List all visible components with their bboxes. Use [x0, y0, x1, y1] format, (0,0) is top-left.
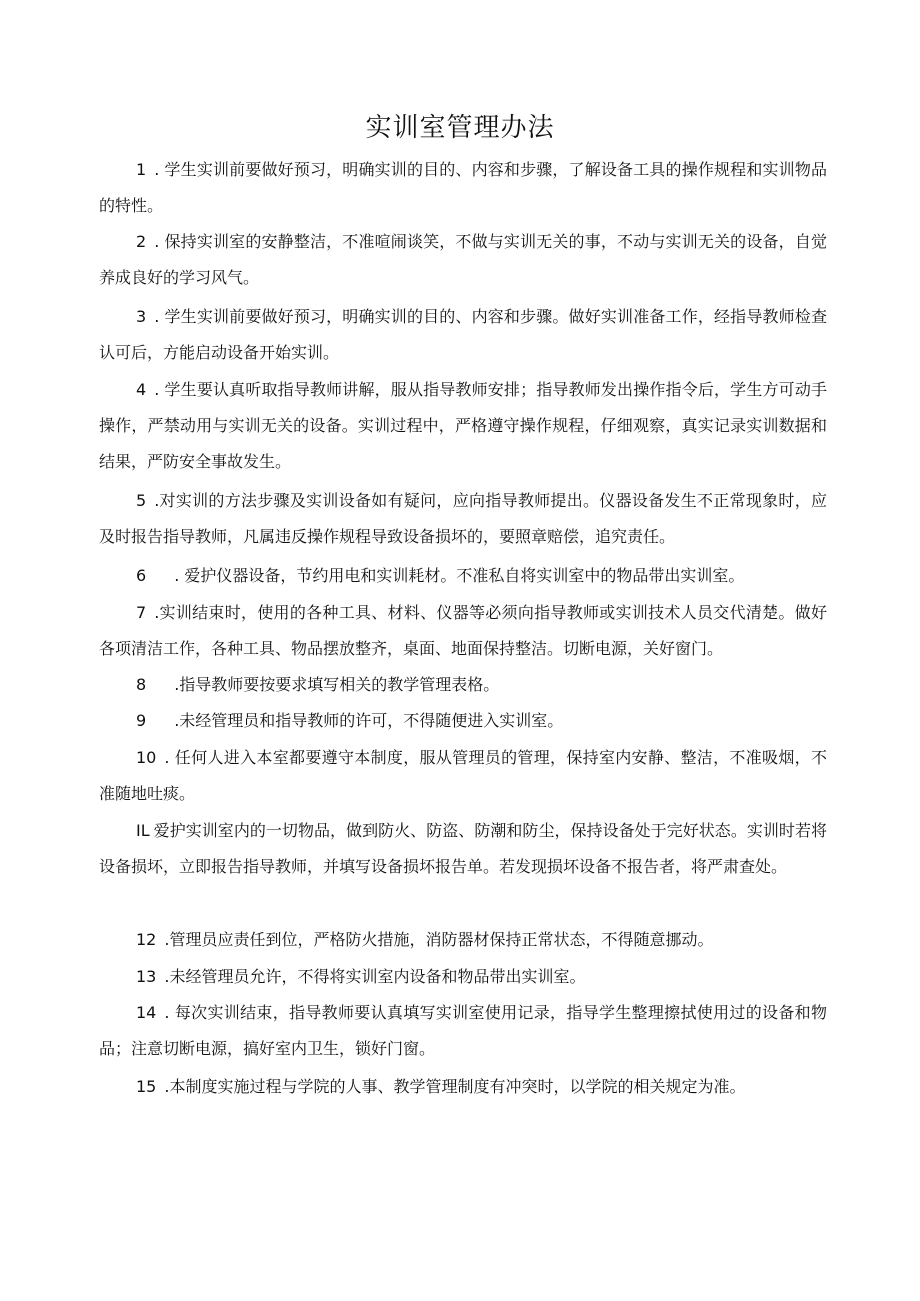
rule-number: 12: [136, 930, 157, 949]
rule-item-12: [99, 922, 827, 958]
rule-text: .本制度实施过程与学院的人事、教学管理制度有冲突时，以学院的相关规定为准。: [164, 1077, 746, 1096]
rule-item-10: [99, 740, 827, 812]
rule-text: . 学生实训前要做好预习，明确实训的目的、内容和步骤，了解设备工具的操作规程和实训物品的特性。: [99, 160, 827, 215]
rule-item-3: [99, 299, 827, 371]
rule-text: . 保持实训室的安静整洁，不准喧闹谈笑，不做与实训无关的事，不动与实训无关的设备，自觉养成良好的学习风气。: [99, 232, 827, 287]
rule-number: 1: [136, 160, 147, 179]
rule-number: 6: [136, 566, 147, 585]
rule-item-2: [99, 224, 827, 296]
rule-text: . 任何人进入本室都要遵守本制度，服从管理员的管理，保持室内安静、整洁，不准吸烟，不准随地吐痰。: [99, 748, 827, 803]
rule-text: . 每次实训结束，指导教师要认真填写实训室使用记录，指导学生整理擦拭使用过的设备和物品；注意切断电源，搞好室内卫生，锁好门窗。: [99, 1003, 827, 1058]
rule-number: 7: [136, 603, 147, 622]
rule-number: 8: [136, 675, 147, 694]
rule-item-9: [99, 703, 827, 739]
rule-number: IL: [136, 821, 150, 840]
rule-text: . 学生实训前要做好预习，明确实训的目的、内容和步骤。做好实训准备工作，经指导教师检查认可后，方能启动设备开始实训。: [99, 307, 827, 362]
rule-number: 9: [136, 711, 147, 730]
rule-item-6: [99, 558, 827, 594]
page-title: 实训室管理办法: [365, 113, 555, 143]
rule-number: 15: [136, 1077, 157, 1096]
rule-text: .指导教师要按要求填写相关的教学管理表格。: [174, 675, 500, 694]
rule-number: 3: [136, 307, 147, 326]
rule-number: 14: [136, 1003, 157, 1022]
rule-item-7: [99, 595, 827, 667]
rule-text: .对实训的方法步骤及实训设备如有疑问，应向指导教师提出。仪器设备发生不正常现象时，应及时报告指导教师，凡属违反操作规程导致设备损坏的，要照章赔偿，追究责任。: [99, 491, 827, 546]
rule-text: .管理员应责任到位，严格防火措施，消防器材保持正常状态，不得随意挪动。: [164, 930, 714, 949]
rule-item-14: [99, 995, 827, 1067]
rule-item-11: [99, 813, 827, 885]
rule-number: 10: [136, 748, 157, 767]
rule-text: .未经管理员允许，不得将实训室内设备和物品带出实训室。: [164, 967, 586, 986]
rule-number: 5: [136, 491, 147, 510]
rule-item-5: [99, 483, 827, 555]
rule-item-15: [99, 1069, 827, 1105]
rule-item-4: [99, 372, 827, 480]
rule-item-13: [99, 959, 827, 995]
rule-item-8: [99, 667, 827, 703]
rule-text: . 爱护仪器设备，节约用电和实训耗材。不准私自将实训室中的物品带出实训室。: [174, 566, 745, 585]
rule-number: 2: [136, 232, 147, 251]
rule-text: 爱护实训室内的一切物品，做到防火、防盗、防潮和防尘，保持设备处于完好状态。实训时若将设备损坏，立即报告指导教师，并填写设备损坏报告单。若发现损坏设备不报告者，将严肃查处。: [99, 821, 827, 876]
rule-item-1: [99, 152, 827, 224]
rule-number: 13: [136, 967, 157, 986]
rule-text: .实训结束时，使用的各种工具、材料、仪器等必须向指导教师或实训技术人员交代清楚。做好各项清洁工作，各种工具、物品摆放整齐，桌面、地面保持整洁。切断电源，关好窗门。: [99, 603, 827, 658]
rule-text: . 学生要认真听取指导教师讲解，服从指导教师安排；指导教师发出操作指令后，学生方可动手操作，严禁动用与实训无关的设备。实训过程中，严格遵守操作规程，仔细观察，真实记录实训数据和结果，严防安全事故发生。: [99, 380, 827, 471]
rule-number: 4: [136, 380, 147, 399]
rule-text: .未经管理员和指导教师的许可，不得随便进入实训室。: [174, 711, 564, 730]
